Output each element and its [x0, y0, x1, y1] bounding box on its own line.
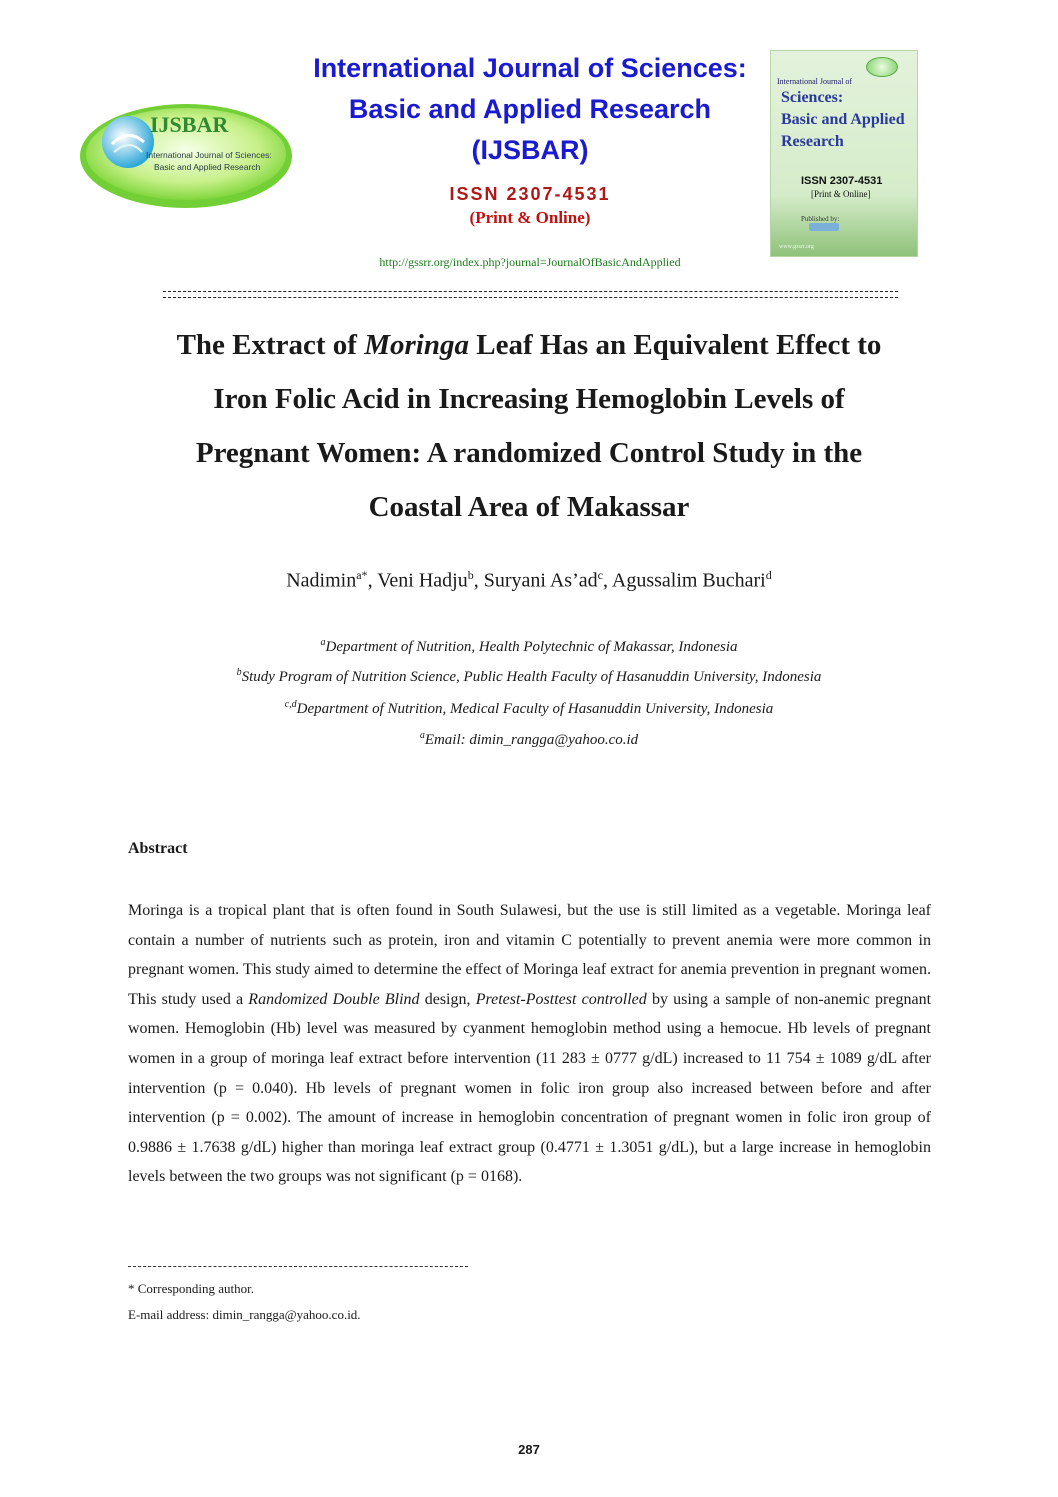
affiliation: $^b$Study Program of Nutrition Science, Public Health Faculty of Hasanuddin University, Indonesia: [236, 667, 822, 685]
cover-bottom-text: www.gssrr.org: [779, 244, 814, 250]
cover-title-line: Basic and Applied: [781, 111, 905, 128]
cover-published-by: Published by:: [801, 215, 840, 223]
cover-small-text: International Journal of: [777, 77, 853, 86]
journal-url[interactable]: http://gssrr.org/index.php?journal=JournalOfBasicAndApplied: [379, 255, 681, 269]
corresponding-author-note: * Corresponding author.: [128, 1281, 255, 1296]
abstract-body: Moringa is a tropical plant that is often found in South Sulawesi, but the use is still limited as a vegetable. Moringa leaf contain a number of nutrients such as protein, iron and vitamin C potentially to prevent anemia were more common in pregnant women. This study aimed to determine the effect of Moringa leaf extract for anemia prevention in pregnant women. This study used a Randomized Double Blind design, Pretest-Posttest controlled by using a sample of non-anemic pregnant women. Hemoglobin (Hb) level was measured by cyanment hemoglobin method using a hemocue. Hb levels of pregnant women in a group of moringa leaf extract before intervention (11 283 ± 0777 g/dL) increased to 11 754 ± 1089 g/dL after intervention (p = 0.040). Hb levels of pregnant women in folic iron group also increased between before and after intervention (p = 0.002). The amount of increase in hemoglobin concentration of pregnant women in folic iron group of 0.9886 ± 1.7638 g/dL) higher than moringa leaf extract group (0.4771 ± 1.3051 g/dL), but a large increase in hemoglobin levels between the two groups was not significant (p = 0168).: [128, 902, 932, 1186]
logo-wordmark: IJSBAR: [150, 112, 229, 137]
title-line: Pregnant Women: A randomized Control Study in the: [195, 437, 863, 469]
author-name: Veni Hadju: [377, 569, 468, 592]
title-line: Coastal Area of Makassar: [368, 491, 690, 523]
publisher-logo: [809, 223, 839, 231]
paper-title: [100, 318, 958, 534]
journal-title-line: International Journal of Sciences:: [313, 53, 747, 83]
logo-subtitle: International Journal of Sciences:: [146, 150, 272, 160]
header-divider: [163, 297, 898, 298]
affiliation: $^a$Department of Nutrition, Health Polytechnic of Makassar, Indonesia: [320, 637, 738, 655]
journal-title: [240, 48, 820, 171]
cover-title-line: Sciences:: [781, 89, 844, 106]
cover-print: [Print & Online]: [811, 189, 871, 199]
title-line: Iron Folic Acid in Increasing Hemoglobin Levels of: [213, 383, 845, 415]
email-footnote: E-mail address: dimin_rangga@yahoo.co.id.: [128, 1307, 361, 1322]
author-list: Nadimin$^{a*}$, Veni Hadju$^b$, Suryani $As’ad^c$, Agussalim Buchari$^d$: [286, 568, 772, 592]
footnote-divider: [128, 1266, 468, 1267]
cover-issn: ISSN 2307-4531: [801, 175, 883, 187]
header-divider: [163, 291, 898, 292]
affiliation-email: $^a$Email: dimin_rangga@yahoo.co.id: [419, 730, 639, 748]
cover-badge: [866, 57, 898, 77]
abstract-heading: Abstract: [128, 840, 188, 857]
issn: ISSN 2307-4531: [449, 184, 611, 204]
journal-title-line: Basic and Applied Research: [348, 94, 712, 124]
author-name: Nadimin: [286, 569, 357, 592]
cover-title-line: Research: [781, 133, 844, 150]
author-name: Agussalim Buchari: [611, 569, 766, 592]
cover-title: [781, 87, 911, 153]
logo-subtitle: Basic and Applied Research: [154, 162, 261, 172]
title-line: The Extract of Moringa Leaf Has an Equivalent Effect to: [176, 329, 882, 361]
affiliation: $^{c,d}$Department of Nutrition, Medical Faculty of Hasanuddin University, Indonesia: [284, 699, 774, 717]
print-online: (Print & Online): [469, 208, 591, 227]
journal-title-line: (IJSBAR): [471, 135, 589, 165]
journal-cover-image: [770, 50, 918, 257]
page-number: 287: [518, 1442, 540, 1457]
author-name: Suryani As’ad: [483, 569, 598, 592]
